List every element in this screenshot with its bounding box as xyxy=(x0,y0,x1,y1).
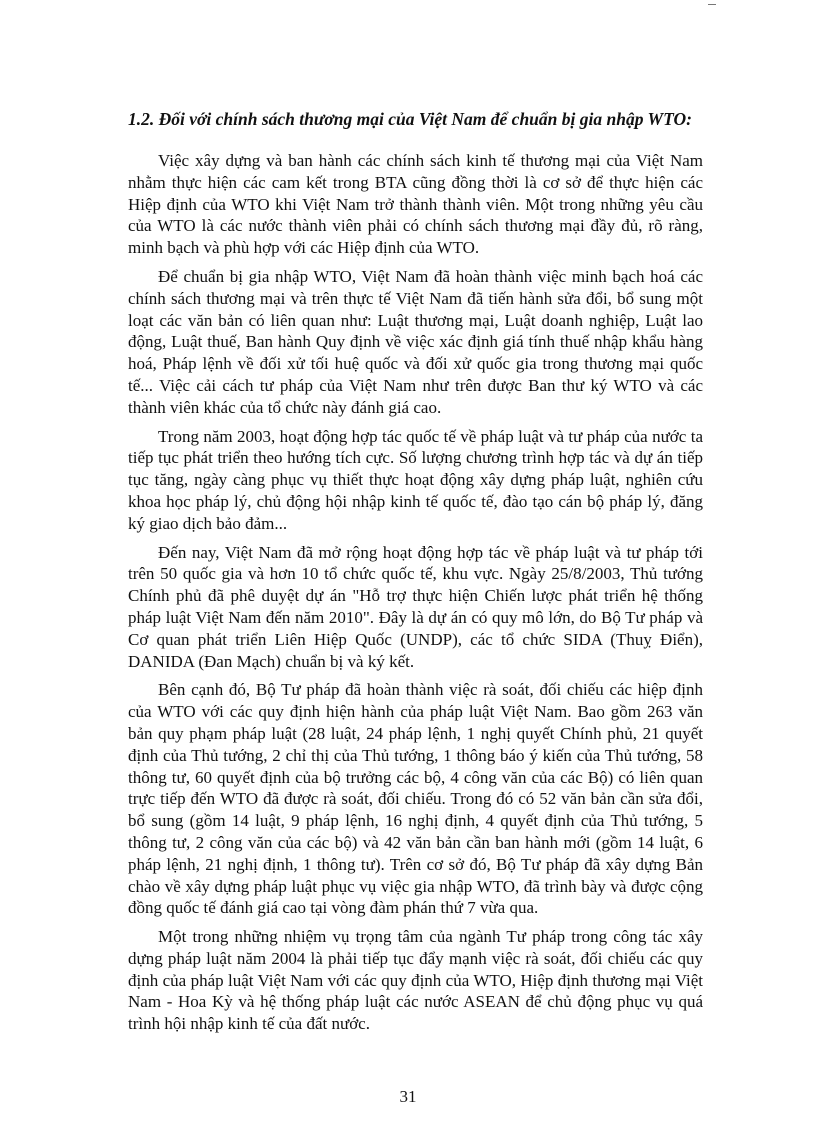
paragraph: Đến nay, Việt Nam đã mở rộng hoạt động hợp tác về pháp luật và tư pháp tới trên 50 quốc gia và hơn 10 tổ chức quốc tế, khu vực. Ngày 25/8/2003, Thủ tướng Chính phủ đã phê duyệt dự án "Hỗ trợ thực hiện Chiến lược phát triển hệ thống pháp luật Việt Nam đến năm 2010". Đây là dự án có quy mô lớn, do Bộ Tư pháp và Cơ quan phát triển Liên Hiệp Quốc (UNDP), các tổ chức SIDA (Thuỵ Điển), DANIDA (Đan Mạch) chuẩn bị và ký kết. xyxy=(128,542,703,671)
paragraph: Một trong những nhiệm vụ trọng tâm của ngành Tư pháp trong công tác xây dựng pháp luật năm 2004 là phải tiếp tục đẩy mạnh việc rà soát, đối chiếu các quy định của pháp luật Việt Nam với các quy định của WTO, Hiệp định thương mại Việt Nam - Hoa Kỳ và hệ thống pháp luật các nước ASEAN để chủ động phục vụ quá trình hội nhập kinh tế của đất nước. xyxy=(128,927,703,1034)
body-text xyxy=(128,150,703,1042)
section-heading: 1.2. Đối với chính sách thương mại của Việt Nam để chuẩn bị gia nhập WTO: xyxy=(128,109,692,129)
paragraph: Việc xây dựng và ban hành các chính sách kinh tế thương mại của Việt Nam nhằm thực hiện các cam kết trong BTA cũng đồng thời là cơ sở để thực hiện các Hiệp định của WTO khi Việt Nam trở thành thành viên. Một trong những yêu cầu của WTO là các nước thành viên phải có chính sách thương mại đầy đủ, rõ ràng, minh bạch và phù hợp với các Hiệp định của WTO. xyxy=(128,151,703,258)
page-number: 31 xyxy=(399,1087,417,1106)
scan-mark xyxy=(708,4,716,5)
paragraph: Để chuẩn bị gia nhập WTO, Việt Nam đã hoàn thành việc minh bạch hoá các chính sách thương mại và trên thực tế Việt Nam đã tiến hành sửa đổi, bổ sung một loạt các văn bản có liên quan như: Luật thương mại, Luật doanh nghiệp, Luật lao động, Luật thuế, Ban hành Quy định về việc xác định giá tính thuế nhập khẩu hàng hoá, Pháp lệnh về đối xử tối huệ quốc và đối xử quốc gia trong thương mại quốc tế... Việc cải cách tư pháp của Việt Nam như trên được Ban thư ký WTO và các thành viên khác của tổ chức này đánh giá cao. xyxy=(128,266,703,417)
paragraph: Trong năm 2003, hoạt động hợp tác quốc tế về pháp luật và tư pháp của nước ta tiếp tục phát triển theo hướng tích cực. Số lượng chương trình hợp tác và dự án tiếp tục tăng, ngày càng phục vụ thiết thực hoạt động xây dựng pháp luật, nghiên cứu khoa học pháp lý, chủ động hội nhập kinh tế quốc tế, đào tạo cán bộ pháp lý, đăng ký giao dịch bảo đảm... xyxy=(128,426,703,533)
paragraph: Bên cạnh đó, Bộ Tư pháp đã hoàn thành việc rà soát, đối chiếu các hiệp định của WTO với các quy định hiện hành của pháp luật Việt Nam. Bao gồm 263 văn bản quy phạm pháp luật (28 luật, 24 pháp lệnh, 1 nghị quyết Chính phủ, 21 quyết định của Thủ tướng, 2 chỉ thị của Thủ tướng, 1 thông báo ý kiến của Thủ tướng, 58 thông tư, 60 quyết định của bộ trưởng các bộ, 4 công văn của các Bộ) có liên quan trực tiếp đến WTO đã được rà soát, đối chiếu. Trong đó có 52 văn bản cần sửa đổi, bổ sung (gồm 14 luật, 9 pháp lệnh, 16 nghị định, 4 quyết định của Thủ tướng, 5 thông tư, 2 công văn của các bộ) và 42 văn bản cần ban hành mới (gồm 14 luật, 6 pháp lệnh, 21 nghị định, 1 thông tư). Trên cơ sở đó, Bộ Tư pháp đã xây dựng Bản chào về xây dựng pháp luật phục vụ việc gia nhập WTO, đã trình bày và được cộng đồng quốc tế đánh giá cao tại vòng đàm phán thứ 7 vừa qua. xyxy=(128,680,703,918)
